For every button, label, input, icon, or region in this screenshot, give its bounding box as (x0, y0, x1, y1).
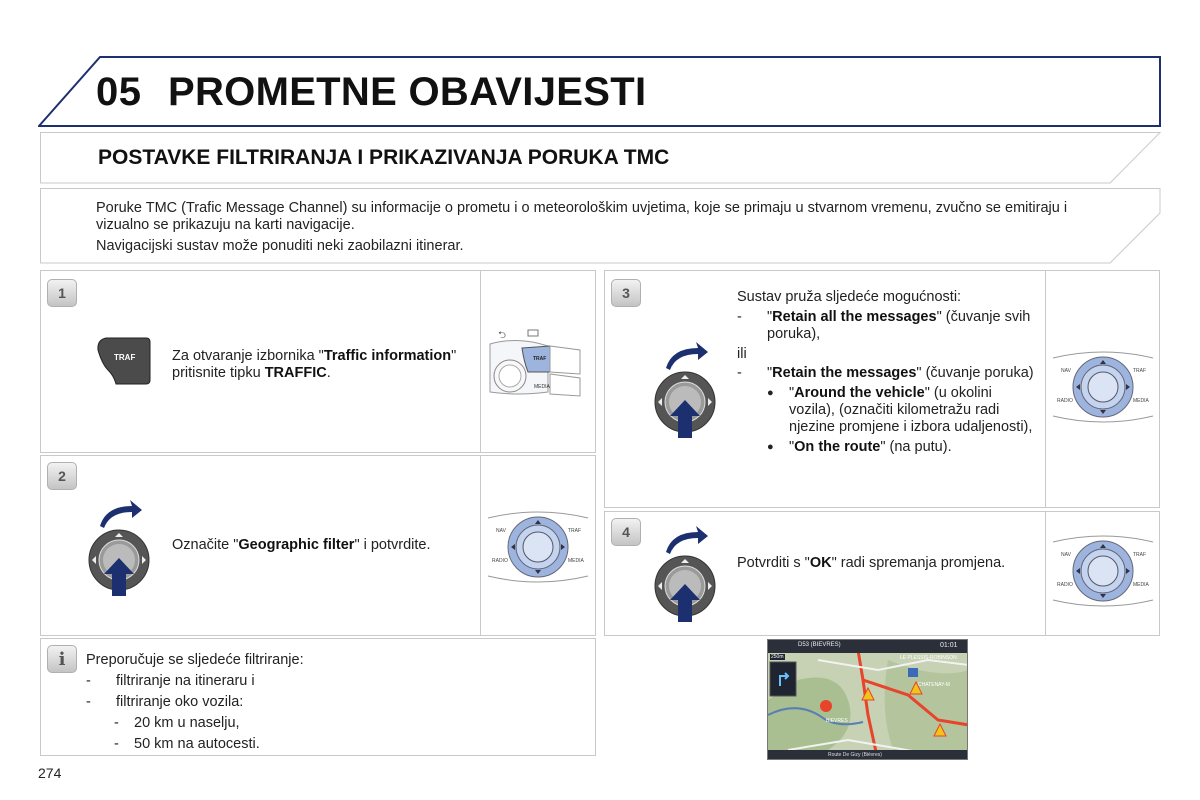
info-title: Preporučuje se sljedeće filtriranje: (86, 652, 304, 668)
controller-panel-step-4 (1051, 530, 1155, 612)
traffic-key-label: TRAF (114, 353, 136, 362)
map-clock: 01:01 (940, 642, 958, 649)
step-3-intro: Sustav pruža sljedeće mogućnosti: (737, 289, 962, 305)
map-bottom-street: Route De Gizy (Bièvres) (828, 752, 882, 758)
chapter-number: 05 (96, 70, 142, 114)
section-title: POSTAVKE FILTRIRANJA I PRIKAZIVANJA PORUKA TMC (98, 146, 670, 169)
radio-label: RADIO (1057, 582, 1073, 588)
map-place-2: CHATENAY-M (918, 682, 950, 688)
step-3-badge: 3 (611, 279, 641, 307)
rotary-knob-press-icon[interactable] (86, 500, 152, 600)
step-2-badge: 2 (47, 462, 77, 490)
map-distance: 250m (771, 654, 784, 660)
step-1-text: Za otvaranje izbornika "Traffic information" pritisnite tipku TRAFFIC. (172, 348, 457, 381)
traf-panel-label: TRAF (533, 356, 547, 362)
traf-label: TRAF (1133, 368, 1147, 374)
info-item-1: - filtriranje na itineraru i (86, 673, 255, 689)
option-retain-messages: - "Retain the messages" (čuvanje poruka) ● "Around the vehicle" (u okolini vozila), (označiti kilometražu radi njezine promjene i izbora udaljenosti), ● "On the route" (na putu). (737, 365, 1037, 456)
step-1-badge: 1 (47, 279, 77, 307)
back-icon: ⮌ (498, 330, 507, 341)
step-4-divider (1045, 511, 1046, 636)
chapter-title: PROMETNE OBAVIJESTI (168, 70, 647, 114)
rotary-knob-press-icon[interactable] (652, 342, 718, 442)
controller-panel-step-3 (1051, 346, 1155, 428)
step-2-text: Označite "Geographic filter" i potvrdite. (172, 537, 431, 553)
sub-option-around-vehicle: ● "Around the vehicle" (u okolini vozila), (označiti kilometražu radi njezine promjene i izbora udaljenosti), (767, 385, 1033, 435)
media-panel-label: MEDIA (534, 384, 550, 390)
audio-panel-traf-illustration (488, 326, 588, 398)
step-1-divider (480, 270, 481, 453)
info-text (86, 650, 566, 755)
option-retain-all: - "Retain all the messages" (čuvanje svih poruka), (737, 309, 1031, 342)
traf-label: TRAF (568, 528, 582, 534)
step-4-badge: 4 (611, 518, 641, 546)
media-label: MEDIA (1133, 398, 1149, 404)
nav-label: NAV (1061, 368, 1071, 374)
step-2-divider (480, 455, 481, 636)
media-label: MEDIA (568, 558, 584, 564)
map-top-road: D53 (BIEVRES) (798, 642, 841, 648)
rotary-knob-press-icon[interactable] (652, 526, 718, 626)
traffic-key-icon[interactable] (96, 336, 152, 386)
nav-label: NAV (496, 528, 506, 534)
traffic-map-screenshot (767, 639, 968, 760)
sub-option-on-route: ● "On the route" (na putu). (767, 439, 952, 455)
step-3-text (737, 289, 1037, 457)
intro-paragraph-1: Poruke TMC (Trafic Message Channel) su informacije o prometu i o meteorološkim uvjetima, koje se primaju u stvarnom vremenu, zvučno se emitiraju i vizualno se prikazuju na karti navigacije. (96, 200, 1068, 233)
map-place-1: LE PLESSIS-ROBINSON (900, 655, 957, 661)
controller-panel-step-2 (486, 506, 590, 588)
step-3-divider (1045, 270, 1046, 508)
radio-label: RADIO (492, 558, 508, 564)
info-item-2: - filtriranje oko vozila: (86, 694, 244, 710)
info-sub-2: - 50 km na autocesti. (114, 736, 260, 752)
page-number: 274 (38, 765, 62, 781)
media-label: MEDIA (1133, 582, 1149, 588)
step-3-or: ili (737, 346, 747, 362)
intro-paragraph-2: Navigacijski sustav može ponuditi neki zaobilazni itinerar. (96, 238, 464, 254)
map-place-3: BIEVRES (826, 718, 848, 724)
nav-label: NAV (1061, 552, 1071, 558)
info-icon: i (47, 645, 77, 673)
traf-label: TRAF (1133, 552, 1147, 558)
step-4-text: Potvrditi s "OK" radi spremanja promjena. (737, 555, 1006, 571)
radio-label: RADIO (1057, 398, 1073, 404)
info-sub-1: - 20 km u naselju, (114, 715, 240, 731)
